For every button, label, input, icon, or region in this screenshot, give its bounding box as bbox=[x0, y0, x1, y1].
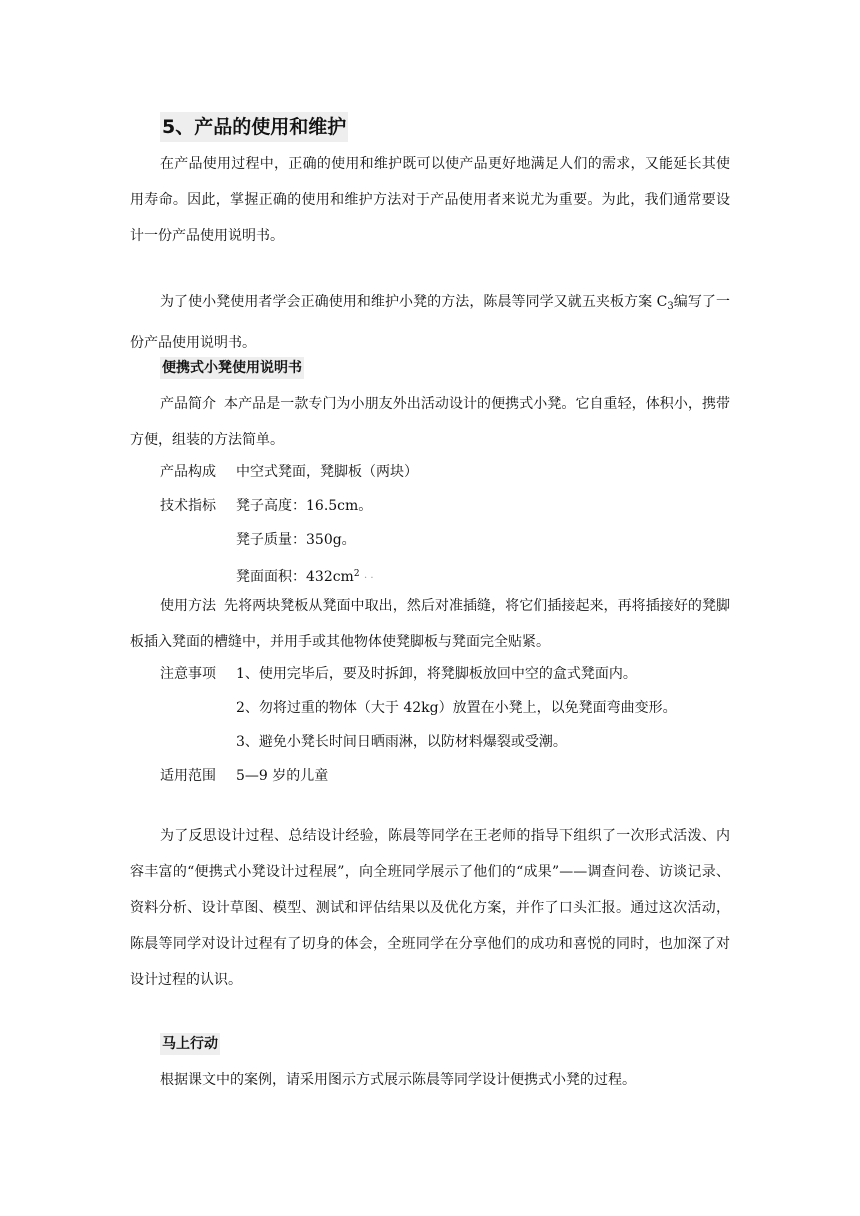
manual-intro-label: 产品简介 bbox=[160, 396, 216, 412]
manual-specs-row bbox=[160, 488, 730, 524]
spec-height: 凳子高度：16.5cm。 bbox=[236, 498, 373, 514]
reflection-paragraph: 为了反思设计过程、总结设计经验，陈晨等同学在王老师的指导下组织了一次形式活泼、内容丰富的“便携式小凳设计过程展”，向全班同学展示了他们的“成果”——调查问卷、访谈记录、资料分析、设计草图、模型、测试和评估结果以及优化方案，并作了口头汇报。通过这次活动，陈晨等同学对设计过程有了切身的体会，全班同学在分享他们的成功和喜悦的同时，也加深了对设计过程的认识。 bbox=[130, 828, 730, 988]
note-2: 2、勿将过重的物体（大于 42kg）放置在小凳上，以免凳面弯曲变形。 bbox=[236, 700, 677, 716]
spec-mass: 凳子质量：350g。 bbox=[236, 532, 356, 548]
manual-notes-label: 注意事项 bbox=[160, 666, 216, 682]
manual-intro-text: 本产品是一款专门为小朋友外出活动设计的便携式小凳。它自重轻，体积小，携带方便，组装的方法简单。 bbox=[130, 396, 730, 448]
action-text: 根据课文中的案例，请采用图示方式展示陈晨等同学设计便携式小凳的过程。 bbox=[160, 1072, 636, 1088]
spec-area-superscript: 2 bbox=[353, 569, 360, 579]
story-paragraph bbox=[130, 284, 730, 361]
action-title: 马上行动 bbox=[160, 1033, 220, 1055]
manual-scope-row bbox=[160, 758, 730, 794]
manual-composition-text: 中空式凳面，凳脚板（两块） bbox=[236, 464, 418, 480]
manual-intro-row bbox=[130, 386, 730, 458]
story-subscript: 3 bbox=[667, 301, 674, 312]
note-3: 3、避免小凳长时间日晒雨淋，以防材料爆裂或受潮。 bbox=[236, 734, 567, 750]
manual-usage-row bbox=[130, 588, 730, 660]
section-title: 5、产品的使用和维护 bbox=[160, 112, 348, 142]
story-text-after: 编写了一份产品使用说明书。 bbox=[130, 294, 730, 351]
intro-paragraph: 在产品使用过程中，正确的使用和维护既可以使产品更好地满足人们的需求，又能延长其使用寿命。因此，掌握正确的使用和维护方法对于产品使用者来说尤为重要。为此，我们通常要设计一份产品使用说明书。 bbox=[130, 156, 730, 244]
manual-usage-text: 先将两块凳板从凳面中取出，然后对准插缝，将它们插接起来，再将插接好的凳脚板插入凳面的槽缝中，并用手或其他物体使凳脚板与凳面完全贴紧。 bbox=[130, 598, 730, 650]
manual-usage-label: 使用方法 bbox=[160, 598, 216, 614]
manual-scope-label: 适用范围 bbox=[160, 768, 216, 784]
manual-title: 便携式小凳使用说明书 bbox=[160, 357, 304, 379]
note-1: 1、使用完毕后，要及时拆卸，将凳脚板放回中空的盒式凳面内。 bbox=[236, 666, 637, 682]
spec-area-dots: · · bbox=[364, 573, 374, 584]
spec-area: 凳面面积：432cm bbox=[236, 569, 354, 585]
manual-notes-row bbox=[160, 656, 730, 692]
manual-composition-label: 产品构成 bbox=[160, 464, 216, 480]
story-text-before: 为了使小凳使用者学会正确使用和维护小凳的方法，陈晨等同学又就五夹板方案 C bbox=[160, 294, 668, 310]
manual-composition-row bbox=[160, 454, 730, 490]
manual-scope-text: 5—9 岁的儿童 bbox=[236, 768, 329, 784]
manual-specs-label: 技术指标 bbox=[160, 498, 216, 514]
